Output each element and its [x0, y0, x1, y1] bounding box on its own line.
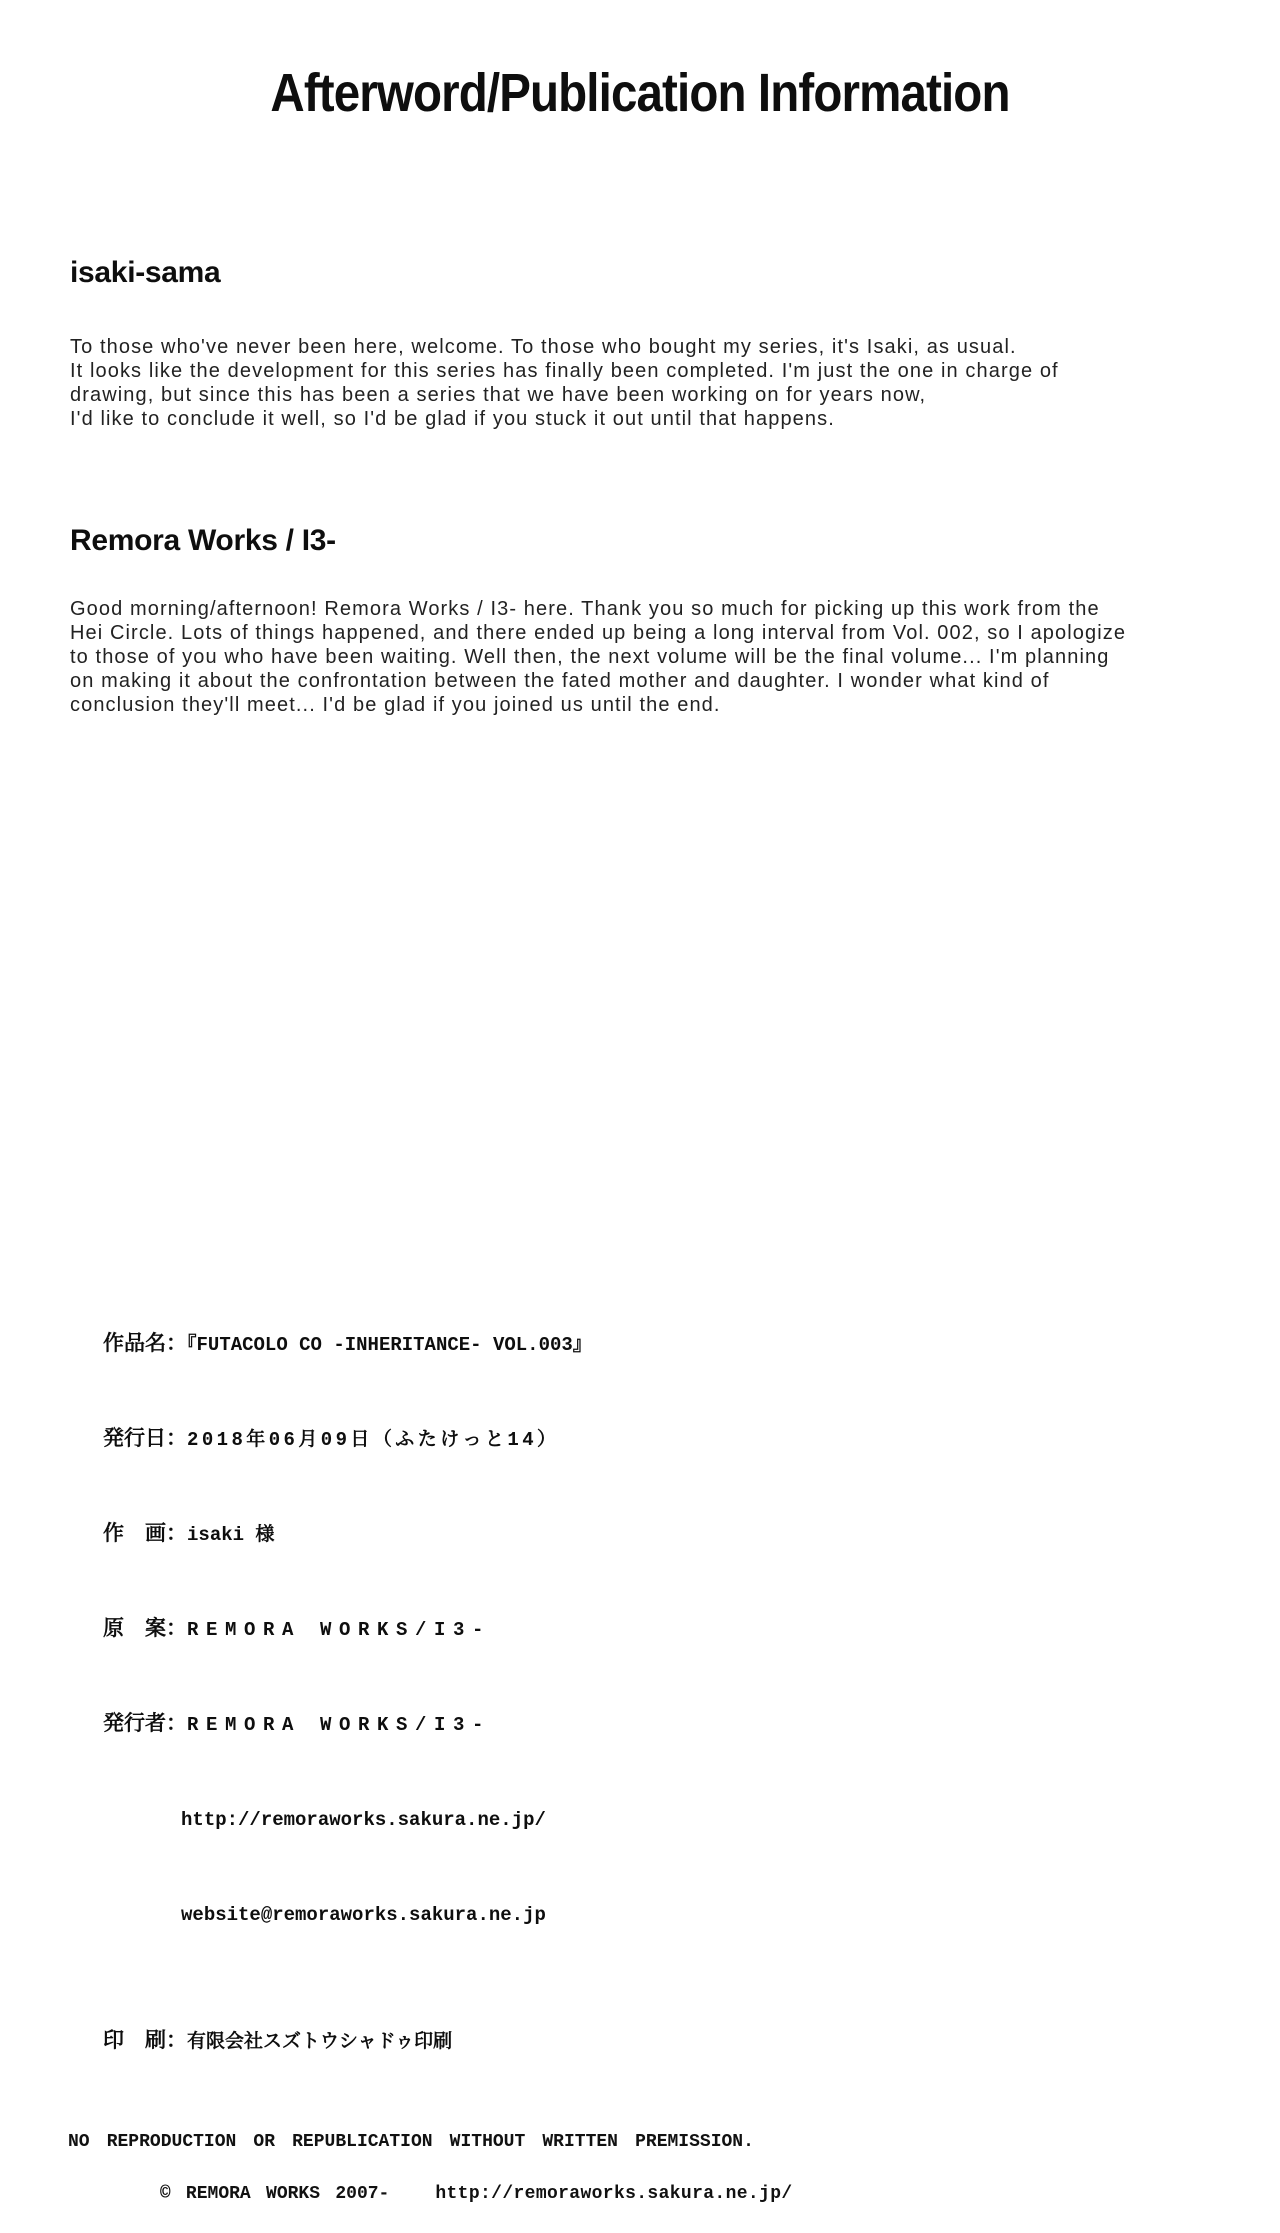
afterword-paragraph-isaki — [70, 335, 1280, 431]
colophon-row-website — [68, 1772, 1280, 1867]
publication-info — [68, 1297, 1280, 2089]
colophon-value: REMORA WORKS/I3- — [187, 1714, 492, 1737]
paragraph-line: drawing, but since this has been a series that we have been working on for years now, — [70, 384, 927, 407]
colophon-label: 作 画： — [103, 1521, 188, 1546]
colophon-value: REMORA WORKS/I3- — [187, 1619, 492, 1642]
section-isaki — [0, 255, 1280, 431]
colophon-row-publish-date — [68, 1392, 1280, 1487]
colophon-row-publisher — [68, 1677, 1280, 1772]
paragraph-line: to those of you who have been waiting. Well then, the next volume will be the final volume... I'm planning — [70, 646, 1110, 669]
colophon-label: 発行者： — [103, 1711, 188, 1736]
afterword-paragraph-remora — [70, 597, 1280, 717]
colophon-label: 作品名： — [103, 1331, 188, 1356]
colophon-value: 有限会社スズトウシャドゥ印刷 — [187, 2031, 453, 2054]
section-remora — [0, 523, 1280, 717]
paragraph-line: Hei Circle. Lots of things happened, and there ended up being a long interval from Vol. 002, so I apologize — [70, 622, 1127, 645]
paragraph-line: To those who've never been here, welcome. To those who bought my series, it's Isaki, as usual. — [70, 336, 1017, 359]
paragraph-line: I'd like to conclude it well, so I'd be glad if you stuck it out until that happens. — [70, 408, 835, 431]
colophon-row-printer — [68, 1994, 1280, 2089]
publisher-email: website@remoraworks.sakura.ne.jp — [181, 1904, 546, 1927]
publisher-website-url: http://remoraworks.sakura.ne.jp/ — [181, 1809, 546, 1832]
colophon-value: isaki 様 — [187, 1524, 275, 1547]
section-heading-remora: Remora Works / I3- — [70, 524, 336, 558]
paragraph-line: conclusion they'll meet... I'd be glad if you joined us until the end. — [70, 694, 721, 717]
paragraph-line: Good morning/afternoon! Remora Works / I3- here. Thank you so much for picking up this work from the — [70, 598, 1100, 621]
colophon-row-work-title — [68, 1297, 1280, 1392]
section-heading-isaki: isaki-sama — [70, 256, 221, 290]
paragraph-line: on making it about the confrontation between the fated mother and daughter. I wonder what kind of — [70, 670, 1050, 693]
colophon-row-original-concept — [68, 1582, 1280, 1677]
paragraph-line: It looks like the development for this series has finally been completed. I'm just the one in charge of — [70, 360, 1059, 383]
colophon-row-email — [68, 1867, 1280, 1962]
no-reproduction-notice: NO REPRODUCTION OR REPUBLICATION WITHOUT WRITTEN PREMISSION. — [68, 2132, 754, 2153]
page-title: Afterword/Publication Information — [270, 63, 1010, 123]
colophon-label: 印 刷： — [103, 2028, 188, 2053]
afterword-page — [0, 64, 1280, 2233]
colophon-value: 『FUTACOLO CO -INHERITANCE- VOL.003』 — [187, 1334, 592, 1357]
colophon-value: 2018年06月09日（ふたけっと14） — [187, 1429, 560, 1452]
colophon-label: 発行日： — [103, 1426, 188, 1451]
copyright-url: http://remoraworks.sakura.ne.jp/ — [435, 2184, 793, 2205]
colophon-label: 原 案： — [103, 1616, 188, 1641]
copyright-line — [68, 2155, 1280, 2233]
copyright-text: © REMORA WORKS 2007- — [159, 2184, 390, 2205]
colophon-row-artist — [68, 1487, 1280, 1582]
copyright-footer — [68, 2129, 1280, 2233]
